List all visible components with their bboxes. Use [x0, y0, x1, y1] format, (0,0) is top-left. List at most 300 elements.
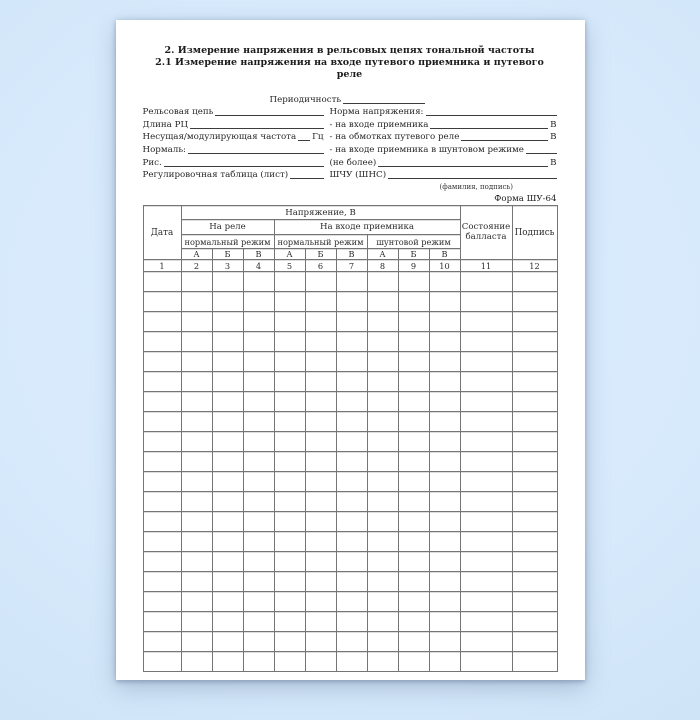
table-cell	[305, 292, 336, 312]
table-cell	[274, 412, 305, 432]
table-cell	[429, 512, 460, 532]
periodicity-underline	[343, 94, 425, 104]
table-body	[143, 272, 557, 672]
field-rail-circuit	[143, 106, 324, 118]
table-cell	[181, 472, 212, 492]
table-cell	[212, 492, 243, 512]
table-cell	[367, 412, 398, 432]
table-cell	[398, 292, 429, 312]
table-cell	[305, 412, 336, 432]
table-cell	[336, 492, 367, 512]
table-cell	[212, 532, 243, 552]
table-cell	[398, 352, 429, 372]
table-cell	[398, 652, 429, 672]
table-cell	[460, 492, 512, 512]
field-normal	[143, 144, 324, 156]
field-figure	[143, 157, 324, 169]
field-row-periodicity	[143, 93, 557, 106]
periodicity-label: Периодичность	[269, 94, 342, 105]
table-cell	[429, 572, 460, 592]
table-cell	[367, 512, 398, 532]
field-shchu-shns	[330, 169, 557, 181]
table-cell	[305, 532, 336, 552]
table-cell	[305, 472, 336, 492]
table-cell	[336, 552, 367, 572]
phase-letter-2: Б	[212, 249, 243, 260]
table-cell	[429, 632, 460, 652]
table-cell	[429, 432, 460, 452]
table-cell	[512, 332, 557, 352]
column-number-5: 5	[274, 260, 305, 272]
table-cell	[367, 532, 398, 552]
phase-letter-9: В	[429, 249, 460, 260]
table-cell	[336, 532, 367, 552]
table-cell	[243, 612, 274, 632]
table-cell	[398, 332, 429, 352]
table-cell	[512, 372, 557, 392]
column-number-4: 4	[243, 260, 274, 272]
column-number-row	[143, 260, 557, 272]
column-number-9: 9	[398, 260, 429, 272]
table-cell	[243, 432, 274, 452]
table-cell	[305, 272, 336, 292]
table-cell	[398, 452, 429, 472]
table-cell	[398, 372, 429, 392]
table-cell	[367, 432, 398, 452]
table-cell	[243, 412, 274, 432]
table-row	[143, 292, 557, 312]
table-cell	[429, 272, 460, 292]
table-row	[143, 372, 557, 392]
table-cell	[429, 392, 460, 412]
table-cell	[336, 652, 367, 672]
field-label: (не более)	[329, 157, 377, 168]
table-cell	[512, 572, 557, 592]
table-cell	[274, 552, 305, 572]
table-cell	[398, 632, 429, 652]
table-cell	[429, 552, 460, 572]
table-cell	[305, 352, 336, 372]
column-number-1: 1	[143, 260, 181, 272]
table-cell	[336, 312, 367, 332]
col-signature-header: Подпись	[512, 206, 557, 260]
table-cell	[243, 572, 274, 592]
table-cell	[274, 492, 305, 512]
table-cell	[367, 472, 398, 492]
table-cell	[367, 372, 398, 392]
table-cell	[143, 292, 181, 312]
table-cell	[212, 292, 243, 312]
table-cell	[243, 652, 274, 672]
table-row	[143, 432, 557, 452]
table-cell	[274, 592, 305, 612]
table-cell	[398, 412, 429, 432]
table-cell	[143, 272, 181, 292]
column-number-10: 10	[429, 260, 460, 272]
table-cell	[243, 472, 274, 492]
field-underline	[378, 157, 548, 167]
field-underline	[215, 106, 323, 116]
field-underline	[188, 144, 324, 154]
table-cell	[143, 432, 181, 452]
table-cell	[305, 632, 336, 652]
field-underline	[164, 157, 324, 167]
field-not-more	[330, 157, 557, 169]
table-cell	[274, 572, 305, 592]
table-cell	[243, 512, 274, 532]
table-cell	[274, 392, 305, 412]
table-cell	[512, 312, 557, 332]
table-cell	[274, 612, 305, 632]
table-row	[143, 532, 557, 552]
field-label: Регулировочная таблица (лист)	[142, 170, 289, 181]
table-cell	[429, 612, 460, 632]
table-cell	[429, 292, 460, 312]
column-number-11: 11	[460, 260, 512, 272]
table-cell	[181, 432, 212, 452]
field-row-1	[143, 106, 557, 119]
table-cell	[212, 272, 243, 292]
table-cell	[429, 332, 460, 352]
table-cell	[181, 392, 212, 412]
table-cell	[460, 632, 512, 652]
table-row	[143, 272, 557, 292]
table-cell	[274, 472, 305, 492]
table-cell	[243, 492, 274, 512]
table-cell	[460, 512, 512, 532]
table-cell	[143, 312, 181, 332]
column-number-2: 2	[181, 260, 212, 272]
on-relay-header: На реле	[181, 220, 274, 235]
field-relay-windings	[330, 131, 557, 143]
field-underline	[388, 169, 556, 179]
table-cell	[243, 372, 274, 392]
table-cell	[243, 352, 274, 372]
table-cell	[212, 352, 243, 372]
table-cell	[336, 292, 367, 312]
table-cell	[274, 272, 305, 292]
receiver-normal-mode-header: нормальный режим	[274, 235, 367, 249]
table-cell	[512, 492, 557, 512]
relay-normal-mode-header: нормальный режим	[181, 235, 274, 249]
table-cell	[181, 272, 212, 292]
table-cell	[512, 612, 557, 632]
column-number-8: 8	[367, 260, 398, 272]
table-cell	[398, 312, 429, 332]
table-cell	[243, 332, 274, 352]
unit-volt: В	[550, 119, 557, 130]
table-cell	[243, 452, 274, 472]
table-cell	[181, 632, 212, 652]
table-cell	[143, 372, 181, 392]
table-cell	[274, 512, 305, 532]
table-cell	[429, 492, 460, 512]
table-row	[143, 472, 557, 492]
table-cell	[212, 472, 243, 492]
table-cell	[143, 492, 181, 512]
table-cell	[212, 412, 243, 432]
table-cell	[212, 372, 243, 392]
table-cell	[336, 352, 367, 372]
phase-letter-6: В	[336, 249, 367, 260]
table-cell	[429, 532, 460, 552]
table-cell	[429, 452, 460, 472]
table-cell	[367, 552, 398, 572]
table-cell	[429, 592, 460, 612]
document-title-line2: 2.1 Измерение напряжения на входе путевого приемника и путевого реле	[155, 57, 544, 80]
table-cell	[367, 272, 398, 292]
table-cell	[460, 432, 512, 452]
table-cell	[143, 392, 181, 412]
table-cell	[512, 532, 557, 552]
table-row	[143, 392, 557, 412]
table-cell	[398, 492, 429, 512]
table-cell	[512, 652, 557, 672]
table-cell	[274, 292, 305, 312]
column-number-7: 7	[336, 260, 367, 272]
table-row	[143, 312, 557, 332]
form-code-label: Форма ШУ-64	[494, 194, 557, 205]
column-number-12: 12	[512, 260, 557, 272]
table-cell	[367, 332, 398, 352]
table-cell	[305, 612, 336, 632]
table-cell	[398, 552, 429, 572]
table-cell	[243, 312, 274, 332]
field-voltage-norm	[330, 106, 557, 118]
field-shunt-mode	[330, 144, 557, 156]
phase-letter-4: А	[274, 249, 305, 260]
table-cell	[143, 612, 181, 632]
field-label: Несущая/модулирующая частота	[142, 132, 297, 143]
table-cell	[274, 632, 305, 652]
table-cell	[367, 632, 398, 652]
field-label: Нормаль:	[142, 144, 186, 155]
field-label: Норма напряжения:	[329, 107, 424, 118]
table-cell	[243, 532, 274, 552]
table-cell	[243, 272, 274, 292]
table-cell	[512, 412, 557, 432]
table-cell	[212, 592, 243, 612]
field-underline	[430, 119, 548, 129]
field-underline	[426, 106, 557, 116]
header-row-1	[143, 206, 557, 220]
table-cell	[305, 312, 336, 332]
table-cell	[305, 372, 336, 392]
table-cell	[305, 492, 336, 512]
table-cell	[143, 632, 181, 652]
field-underline	[461, 131, 548, 141]
table-cell	[181, 592, 212, 612]
table-cell	[243, 392, 274, 412]
table-cell	[429, 652, 460, 672]
table-cell	[398, 432, 429, 452]
table-cell	[305, 512, 336, 532]
table-cell	[460, 652, 512, 672]
table-cell	[143, 532, 181, 552]
table-cell	[398, 472, 429, 492]
table-cell	[512, 272, 557, 292]
table-cell	[181, 492, 212, 512]
table-cell	[336, 512, 367, 532]
table-cell	[143, 512, 181, 532]
table-cell	[460, 332, 512, 352]
table-cell	[367, 312, 398, 332]
table-cell	[212, 452, 243, 472]
table-row	[143, 632, 557, 652]
phase-letter-3: В	[243, 249, 274, 260]
field-row-6	[143, 169, 557, 182]
table-cell	[243, 292, 274, 312]
table-cell	[367, 452, 398, 472]
table-cell	[429, 472, 460, 492]
table-cell	[460, 532, 512, 552]
table-cell	[460, 272, 512, 292]
table-cell	[274, 452, 305, 472]
table-cell	[143, 352, 181, 372]
table-cell	[243, 552, 274, 572]
field-row-2	[143, 118, 557, 131]
table-cell	[367, 292, 398, 312]
table-row	[143, 652, 557, 672]
table-cell	[460, 372, 512, 392]
table-cell	[212, 332, 243, 352]
table-cell	[305, 652, 336, 672]
table-cell	[181, 652, 212, 672]
field-underline	[298, 131, 310, 141]
table-row	[143, 552, 557, 572]
table-cell	[305, 392, 336, 412]
measurement-table-wrap	[143, 205, 557, 672]
phase-letter-1: А	[181, 249, 212, 260]
phase-letter-7: А	[367, 249, 398, 260]
field-underline	[290, 169, 323, 179]
header-fields	[143, 93, 557, 191]
table-cell	[143, 572, 181, 592]
column-number-6: 6	[305, 260, 336, 272]
table-cell	[143, 332, 181, 352]
table-cell	[367, 352, 398, 372]
table-cell	[143, 472, 181, 492]
table-cell	[305, 432, 336, 452]
table-row	[143, 452, 557, 472]
column-number-3: 3	[212, 260, 243, 272]
table-cell	[398, 272, 429, 292]
table-cell	[367, 612, 398, 632]
table-cell	[398, 612, 429, 632]
field-label: ШЧУ (ШНС)	[329, 170, 387, 181]
table-cell	[460, 392, 512, 412]
table-cell	[460, 412, 512, 432]
table-cell	[336, 452, 367, 472]
table-cell	[274, 432, 305, 452]
table-cell	[367, 492, 398, 512]
table-cell	[212, 632, 243, 652]
phase-letter-8: Б	[398, 249, 429, 260]
field-row-4	[143, 143, 557, 156]
table-cell	[143, 592, 181, 612]
table-cell	[460, 352, 512, 372]
table-cell	[274, 332, 305, 352]
table-cell	[274, 532, 305, 552]
table-cell	[512, 512, 557, 532]
table-cell	[367, 652, 398, 672]
measurement-table	[143, 205, 558, 672]
table-row	[143, 412, 557, 432]
table-cell	[460, 292, 512, 312]
field-receiver-input	[330, 119, 557, 131]
field-adjust-table	[143, 169, 324, 181]
table-cell	[336, 612, 367, 632]
table-cell	[181, 292, 212, 312]
table-row	[143, 332, 557, 352]
table-cell	[398, 592, 429, 612]
col-ballast-header: Состояние балласта	[460, 206, 512, 260]
table-cell	[274, 652, 305, 672]
field-row-5	[143, 156, 557, 169]
table-cell	[181, 552, 212, 572]
table-cell	[274, 352, 305, 372]
field-rc-length	[143, 119, 324, 131]
table-cell	[398, 572, 429, 592]
table-cell	[512, 552, 557, 572]
col-date-header: Дата	[143, 206, 181, 260]
table-cell	[460, 472, 512, 492]
table-cell	[336, 592, 367, 612]
table-cell	[429, 312, 460, 332]
table-cell	[336, 412, 367, 432]
field-underline	[526, 144, 557, 154]
table-cell	[212, 392, 243, 412]
table-cell	[143, 452, 181, 472]
table-row	[143, 352, 557, 372]
table-cell	[336, 432, 367, 452]
table-cell	[460, 452, 512, 472]
table-cell	[181, 612, 212, 632]
field-label: - на входе приемника в шунтовом режиме	[329, 144, 524, 155]
table-cell	[512, 592, 557, 612]
table-cell	[243, 632, 274, 652]
table-cell	[181, 452, 212, 472]
table-cell	[274, 372, 305, 392]
table-cell	[212, 572, 243, 592]
field-underline	[190, 119, 323, 129]
table-cell	[336, 332, 367, 352]
field-frequency	[143, 131, 324, 143]
table-cell	[212, 432, 243, 452]
table-row	[143, 572, 557, 592]
document-title-line1: 2. Измерение напряжения в рельсовых цепях тональной частоты	[164, 45, 535, 56]
table-cell	[512, 452, 557, 472]
table-cell	[181, 412, 212, 432]
table-cell	[398, 532, 429, 552]
table-cell	[429, 372, 460, 392]
table-cell	[367, 592, 398, 612]
table-cell	[398, 392, 429, 412]
table-cell	[181, 332, 212, 352]
field-label: Рельсовая цепь	[142, 107, 214, 118]
table-cell	[336, 272, 367, 292]
table-cell	[429, 352, 460, 372]
table-cell	[367, 572, 398, 592]
table-cell	[460, 552, 512, 572]
table-cell	[143, 552, 181, 572]
table-cell	[367, 392, 398, 412]
field-label: Рис.	[142, 157, 162, 168]
unit-volt: В	[550, 132, 557, 143]
table-cell	[181, 372, 212, 392]
field-label: - на обмотках путевого реле	[329, 132, 460, 143]
table-cell	[512, 392, 557, 412]
